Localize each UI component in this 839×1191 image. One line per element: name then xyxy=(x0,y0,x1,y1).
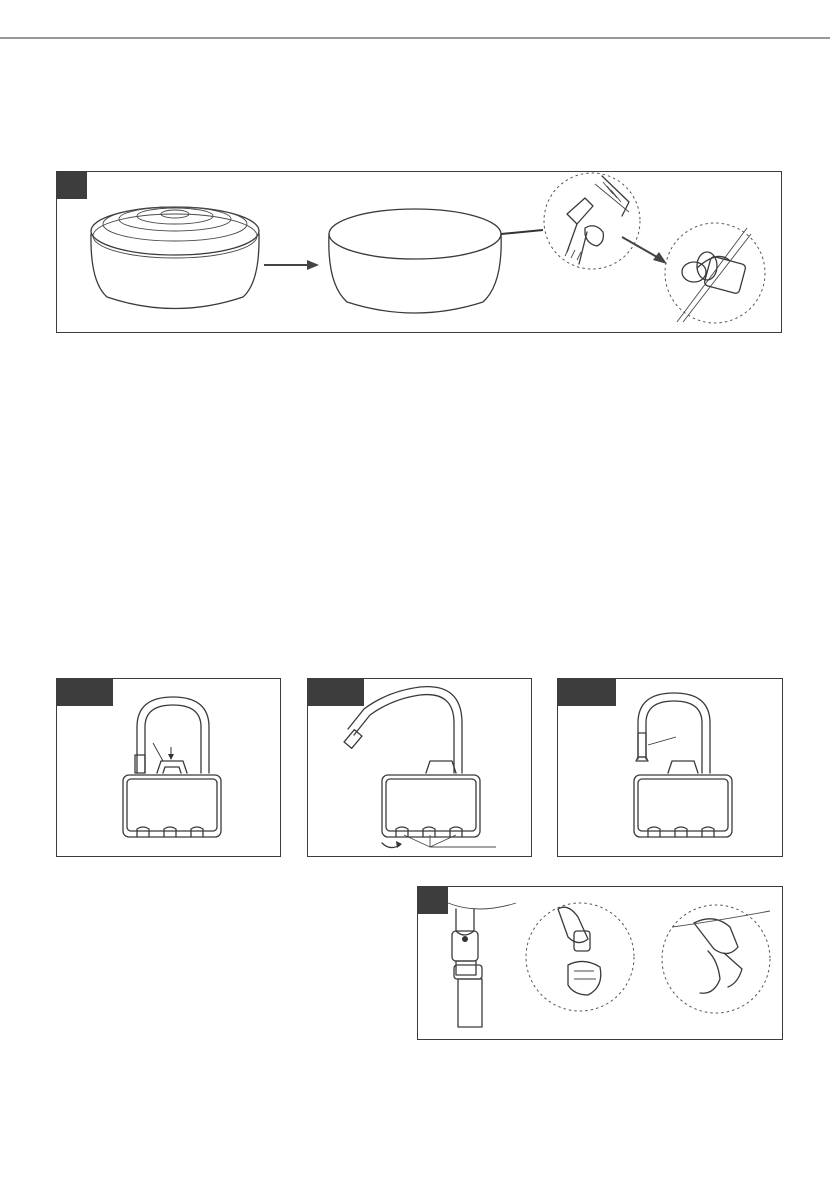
compression-figure xyxy=(57,172,782,333)
buckle-release-zoom-icon xyxy=(662,905,770,1013)
padlock-open-icon xyxy=(558,679,783,857)
strap-figure xyxy=(418,887,783,1040)
tag-attach-zoom-icon xyxy=(665,223,765,323)
zipper-pull-zoom-icon xyxy=(544,173,640,269)
padlock-closed-icon xyxy=(57,679,281,857)
arrow-right-icon xyxy=(264,260,319,270)
compression-figure-panel xyxy=(56,171,782,333)
lock-step-panel-rotate xyxy=(307,678,532,857)
lock-step-panel-closed xyxy=(56,678,281,857)
cut-line xyxy=(0,0,839,60)
lock-step-panel-open xyxy=(557,678,783,857)
buckle-press-zoom-icon xyxy=(526,903,634,1011)
padlock-open-rotated-icon xyxy=(308,679,532,857)
stuffed-pillow-icon xyxy=(91,207,259,309)
luggage-strap-icon xyxy=(448,903,516,1027)
strap-figure-panel xyxy=(417,886,783,1040)
compressed-pillow-icon xyxy=(329,209,543,313)
